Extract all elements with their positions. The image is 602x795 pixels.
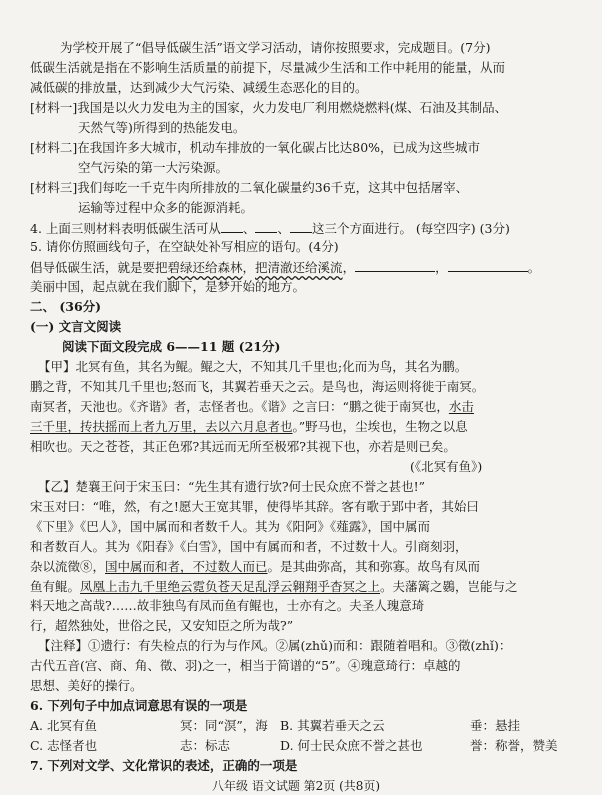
option-a-gloss: 冥：同“溟”，海 xyxy=(180,718,268,733)
q5-blank-1[interactable] xyxy=(355,259,435,272)
q5-model-phrase-2: 把清澈还给溪流 xyxy=(255,260,343,275)
yi-line-6-a: 鱼有鲲。 xyxy=(30,579,81,594)
question-7-prompt: 7. 下列对文学、文化常识的表述，正确的一项是 xyxy=(30,758,298,773)
intro-line-1: 为学校开展了“倡导低碳生活”语文学习活动，请你按照要求，完成题目。(7分) xyxy=(60,40,491,55)
material-1 xyxy=(30,100,507,116)
question-5-line-1 xyxy=(30,259,540,276)
q5-blank-2[interactable] xyxy=(448,259,528,272)
q5-text-a: 倡导低碳生活，就是要把 xyxy=(30,260,168,275)
reading-instruction: 阅读下面文段完成 6——11 题 (21分) xyxy=(62,339,281,354)
yi-line-5-a: 杂以流徵⑧， xyxy=(30,559,106,574)
yi-underlined-sentence-2: 凤凰上击九千里绝云霓负苍天足乱浮云翱翔乎杳冥之上 xyxy=(80,579,381,594)
passage-yi-line-7: 料天地之高哉?……故非独鸟有凤而鱼有鲲也，士亦有之。夫圣人瑰意琦 xyxy=(30,598,425,613)
jia-line-3-text: 南冥者，天池也。《齐谐》者，志怪者也。《谐》之言曰：“鹏之徙于南冥也， xyxy=(30,399,449,414)
material-3 xyxy=(30,180,468,196)
question-5-prompt: 5. 请你仿照画线句子，在空缺处补写相应的语句。(4分) xyxy=(30,239,339,254)
jia-underlined-start: 水击 xyxy=(448,399,474,414)
question-4 xyxy=(30,220,510,237)
material-2 xyxy=(30,140,480,156)
passage-jia-line-3 xyxy=(30,399,474,415)
q5-text-d: ， xyxy=(435,260,448,275)
material-1-label: [材料一] xyxy=(30,100,78,115)
intro-line-3: 减低碳的排放量，达到减少大气污染、减缓生态恶化的目的。 xyxy=(30,80,368,95)
material-1-text: 我国是以火力发电为主的国家，火力发电厂利用燃烧燃料(煤、石油及其制品、 xyxy=(77,100,508,115)
material-3-text: 我们每吃一千克牛肉所排放的二氧化碳量约36千克，这其中包括屠宰、 xyxy=(77,180,469,195)
material-3-cont: 运输等过程中众多的能源消耗。 xyxy=(78,200,254,215)
option-c: C. 志怪者也 xyxy=(30,738,98,753)
q5-text-c: ， xyxy=(342,260,356,275)
q4-blank-1[interactable] xyxy=(221,220,243,233)
passage-jia-line-5: 相吹也。天之苍苍，其正色邪?其远而无所至极邪?其视下也，亦若是则已矣。 xyxy=(30,439,456,454)
section-2-sub-heading: (一) 文言文阅读 xyxy=(30,319,122,334)
passage-yi-line-6 xyxy=(30,579,518,595)
yi-line-6-b: 。夫藩篱之鷃，岂能与之 xyxy=(380,579,518,594)
jia-line-4-text: 。”野马也，尘埃也，生物之以息 xyxy=(292,419,468,434)
passage-yi-line-3: 《下里》《巴人》，国中属而和者数千人。其为《阳阿》《薤露》，国中属而 xyxy=(30,519,431,534)
passage-yi-line-2: 宋玉对曰：“唯，然，有之!愿大王宽其罪，使得毕其辞。客有歌于郢中者，其始曰 xyxy=(30,499,479,514)
material-2-cont: 空气污染的第一大污染源。 xyxy=(78,160,229,175)
passage-jia-source: (《北冥有鱼》) xyxy=(410,459,483,474)
passage-jia-line-1: 【甲】北冥有鱼，其名为鲲。鲲之大，不知其几千里也;化而为鸟，其名为鹏。 xyxy=(38,359,468,374)
question-5-line-2: 美丽中国，起点就在我们脚下，是梦开始的地方。 xyxy=(30,279,306,294)
material-2-label: [材料二] xyxy=(30,140,78,155)
passage-yi-line-8: 行，超然独处，世俗之民，又安知臣之所为哉?” xyxy=(30,618,294,633)
q4-sep-1: 、 xyxy=(242,221,256,236)
q4-blank-2[interactable] xyxy=(255,220,277,233)
option-d-gloss: 誉：称誉，赞美 xyxy=(470,738,558,753)
notes-line-2: 古代五音(宫、商、角、徵、羽)之一，相当于简谱的“5”。④瑰意琦行：卓越的 xyxy=(30,658,461,673)
q4-blank-3[interactable] xyxy=(290,220,312,233)
section-2-heading: 二、 (36分) xyxy=(30,299,102,314)
material-2-text: 在我国许多大城市，机动车排放的一氧化碳占比达80%，已成为这些城市 xyxy=(77,140,481,155)
option-c-gloss: 志：标志 xyxy=(180,738,231,753)
q5-text-b: ， xyxy=(242,260,256,275)
material-1-cont: 天然气等)所得到的热能发电。 xyxy=(78,120,246,135)
q4-sep-2: 、 xyxy=(277,221,290,236)
yi-underlined-sentence-1: 国中属而和者，不过数人而已 xyxy=(105,559,268,574)
q5-model-phrase-1: 碧绿还给森林 xyxy=(167,260,243,275)
passage-yi-line-5 xyxy=(30,559,480,575)
notes-line-3: 思想、美好的操行。 xyxy=(30,678,143,693)
passage-jia-line-2: 鹏之背，不知其几千里也;怒而飞，其翼若垂天之云。是鸟也，海运则将徙于南冥。 xyxy=(30,379,485,394)
option-b: B. 其翼若垂天之云 xyxy=(280,718,385,733)
option-a: A. 北冥有鱼 xyxy=(30,718,97,733)
yi-line-5-b: 。是其曲弥高，其和弥寡。故鸟有凤而 xyxy=(267,559,481,574)
material-3-label: [材料三] xyxy=(30,180,78,195)
question-6-prompt: 6. 下列句子中加点词意思有误的一项是 xyxy=(30,698,248,713)
q4-suffix: 这三个方面进行。 (每空四字) (3分) xyxy=(311,221,510,236)
passage-yi-line-4: 和者数百人。其为《阳春》《白雪》，国中有属而和者，不过数十人。引商刻羽， xyxy=(30,539,468,554)
notes-line-1: 【注释】①遗行：有失检点的行为与作风。②属(zhǔ)而和：跟随着唱和。③徵(zhǐ)： xyxy=(38,638,512,653)
option-d: D. 何士民众庶不誉之甚也 xyxy=(280,738,423,753)
intro-line-2: 低碳生活就是指在不影响生活质量的前提下，尽量减少生活和工作中耗用的能量，从而 xyxy=(30,60,506,75)
page-footer: 八年级 语文试题 第2页 (共8页) xyxy=(212,779,381,793)
jia-underlined-sentence: 三千里，抟扶摇而上者九万里，去以六月息者也 xyxy=(30,419,293,434)
q4-prefix: 4. 上面三则材料表明低碳生活可从 xyxy=(30,221,221,236)
option-b-gloss: 垂：悬挂 xyxy=(470,718,521,733)
q5-text-e: 。 xyxy=(527,260,541,275)
passage-yi-line-1: 【乙】楚襄王问于宋玉曰：“先生其有遗行欤?何士民众庶不誉之甚也!” xyxy=(38,479,426,494)
passage-jia-line-4 xyxy=(30,419,468,435)
